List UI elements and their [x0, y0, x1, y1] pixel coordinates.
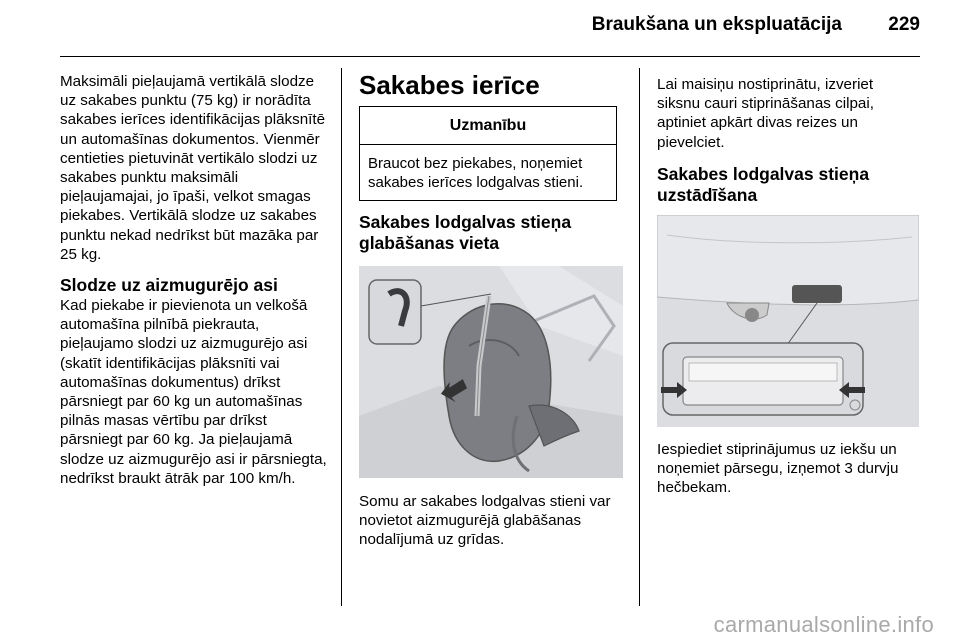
watermark: carmanualsonline.info [713, 612, 934, 637]
column-1 [60, 72, 332, 488]
installation-figure [657, 215, 919, 427]
tow-bar-bag-illustration [359, 266, 623, 478]
page-number: 229 [888, 14, 920, 35]
storage-heading: Sakabes lodgalvas stieņa glabāšanas vieta [359, 212, 572, 253]
rear-axle-body: Kad piekabe ir pievienota un velkošā automašīna pilnībā piekrauta, pieļaujamo slodzi uz aizmugurējo asi (skatīt identifikācijas plāksnīti vai automašīnas dokumentus) drīkst pārsniegt par 60 kg un automašīnas pilnās masas vērtību par drīkst pārsniegt par 60 kg. Ja pieļaujamā slodze uz aizmugurējo asi ir pārsniegta, nedrīkst braukt ātrāk par 100 km/h. [60, 297, 327, 487]
strap-instructions: Lai maisiņu nostiprinātu, izveriet siksnu cauri stiprināšanas cilpai, aptiniet apkārt divas reizes un pievelciet. [657, 76, 874, 151]
installation-caption: Iespiediet stiprinājumus uz iekšu un noņemiet pārsegu, izņemot 3 durvju hečbekam. [657, 440, 899, 497]
bumper-cover-illustration [657, 215, 919, 427]
column-divider-left [341, 68, 342, 606]
caution-body: Braucot bez piekabes, noņemiet sakabes ierīces lodgalvas stieni. [368, 155, 584, 191]
column-divider-right [639, 68, 640, 606]
column-3 [657, 75, 919, 497]
storage-caption: Somu ar sakabes lodgalvas stieni var novietot aizmugurējā glabāšanas nodalījumā uz grīdas. [359, 493, 611, 549]
section-title: Sakabes ierīce [359, 70, 540, 100]
axle-load-intro: Maksimāli pieļaujamā vertikālā slodze uz sakabes punktu (75 kg) ir norādīta sakabes ierīces identifikācijas plāksnītē un automašīnas dokumentos. Vienmēr centieties pietuvināt vertikālo slodzi uz sakabes punktu maksimāli pieļaujamajai, jo īpaši, velkot smagas piekabes. Vertikālā slodze uz sakabes punktu nekad nedrīkst būt mazāka par 25 kg. [60, 73, 326, 263]
caution-title: Uzmanību [360, 107, 616, 145]
running-header-title: Braukšana un ekspluatācija [591, 14, 842, 35]
installation-heading: Sakabes lodgalvas stieņa uzstādīšana [657, 163, 870, 205]
column-2 [359, 70, 623, 550]
page-header [0, 0, 960, 58]
header-rule [60, 56, 920, 57]
caution-notice [359, 106, 617, 201]
rear-axle-heading: Slodze uz aizmugurējo asi [60, 275, 278, 296]
storage-figure [359, 266, 623, 478]
